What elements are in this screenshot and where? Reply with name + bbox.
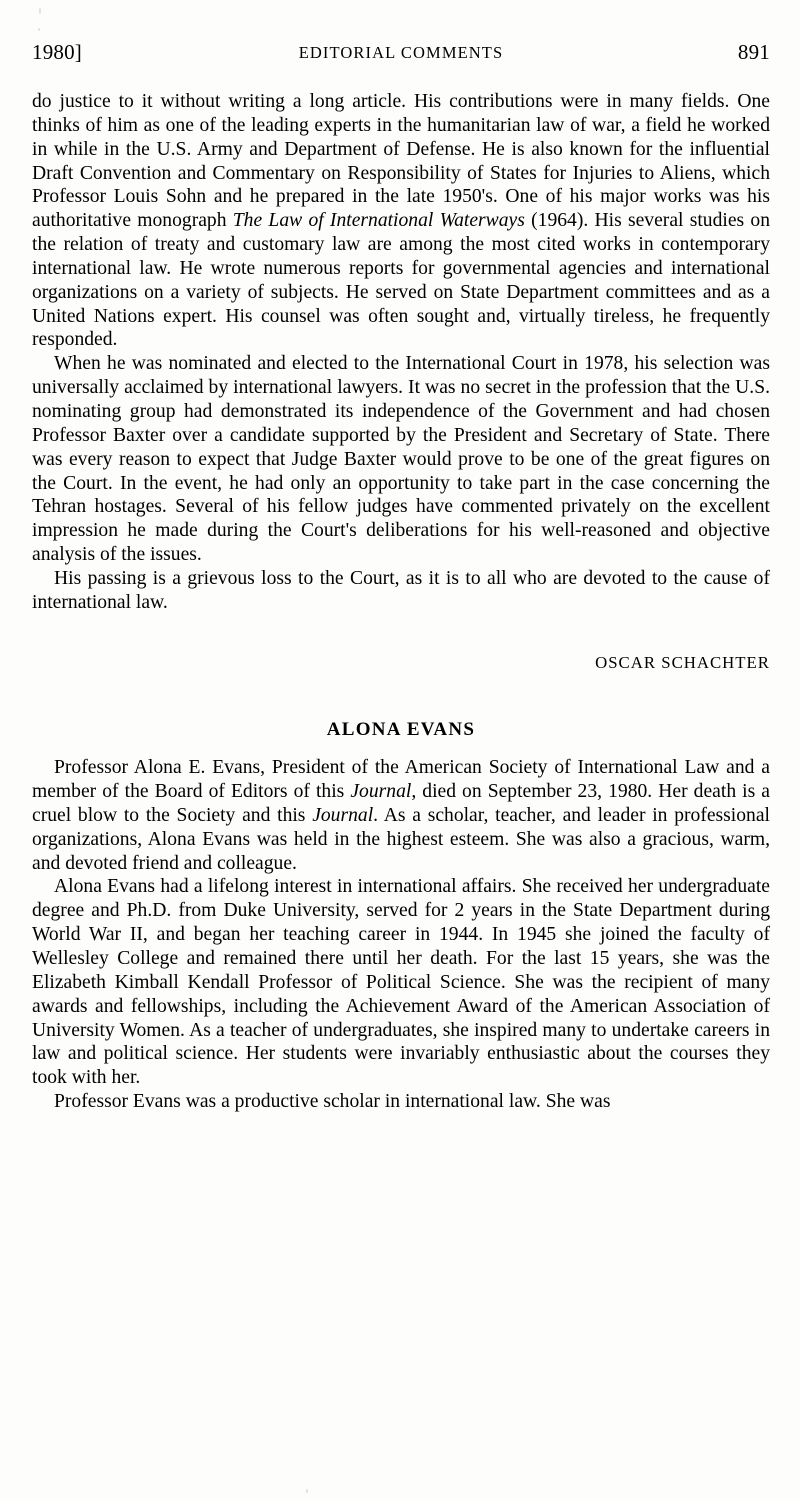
scan-speckle — [39, 8, 41, 14]
paragraph: Alona Evans had a lifelong interest in international affairs. She received her undergraduate degree and Ph.D. from Duke University, served for 2 years in the State Department during World War II, and began her teaching career in 1944. In 1945 she joined the faculty of Wellesley College and remained there until her death. For the last 15 years, she was the Elizabeth Kimball Kendall Professor of Political Science. She was the recipient of many awards and fellowships, including the Achievement Award of the American Association of University Women. As a teacher of undergraduates, she inspired many to undertake careers in law and political science. Her students were invariably enthusiastic about the courses they took with her. — [32, 876, 770, 1089]
paragraph: do justice to it without writing a long article. His contributions were in many fields. One thinks of him as one of the leading experts in the humanitarian law of war, a field he worked in while in the U.S. Army and Department of Defense. He is also known for the influential Draft Convention and Commentary on Responsibility of States for Injuries to Aliens, which Professor Louis Sohn and he prepared in the late 1950's. One of his major works was his authoritative monograph The Law of International Waterways (1964). His several studies on the relation of treaty and customary law are among the most cited works in contemporary international law. He wrote numerous reports for governmental agencies and international organizations on a variety of subjects. He served on State Department committees and as a United Nations expert. His counsel was often sought and, virtually tireless, he frequently responded. — [32, 91, 770, 351]
article-evans — [32, 718, 770, 1114]
scan-speckle — [38, 28, 40, 31]
author-signature: OSCAR SCHACHTER — [595, 652, 770, 672]
section-heading: ALONA EVANS — [326, 719, 476, 741]
page-text-block — [32, 40, 770, 1114]
running-head — [32, 40, 770, 74]
paragraph: Professor Alona E. Evans, President of the American Society of International Law and a member of the Board of Editors of this Journal, died on September 23, 1980. Her death is a cruel blow to the Society and this Journal. As a scholar, teacher, and leader in professional organizations, Alona Evans was held in the highest esteem. She was also a gracious, warm, and devoted friend and colleague. — [32, 757, 770, 874]
article-baxter — [32, 90, 770, 674]
running-head-year: 1980] — [32, 40, 82, 64]
paragraph: When he was nominated and elected to the International Court in 1978, his selection was universally acclaimed by international lawyers. It was no secret in the profession that the U.S. nominating group had demonstrated its independence of the Government and had chosen Professor Baxter over a candidate supported by the President and Secretary of State. There was every reason to expect that Judge Baxter would prove to be one of the great figures on the Court. In the event, he had only an opportunity to take part in the case concerning the Tehran hostages. Several of his fellow judges have commented privately on the excellent impression he made during the Court's deliberations for his well-reasoned and objective analysis of the issues. — [32, 353, 770, 566]
page-number: 891 — [737, 40, 770, 64]
scan-speckle — [306, 1489, 308, 1493]
paragraph: His passing is a grievous loss to the Court, as it is to all who are devoted to the cause of international law. — [32, 567, 770, 613]
running-head-title: EDITORIAL COMMENTS — [298, 43, 504, 62]
paragraph: Professor Evans was a productive scholar in international law. She was — [54, 1091, 611, 1113]
